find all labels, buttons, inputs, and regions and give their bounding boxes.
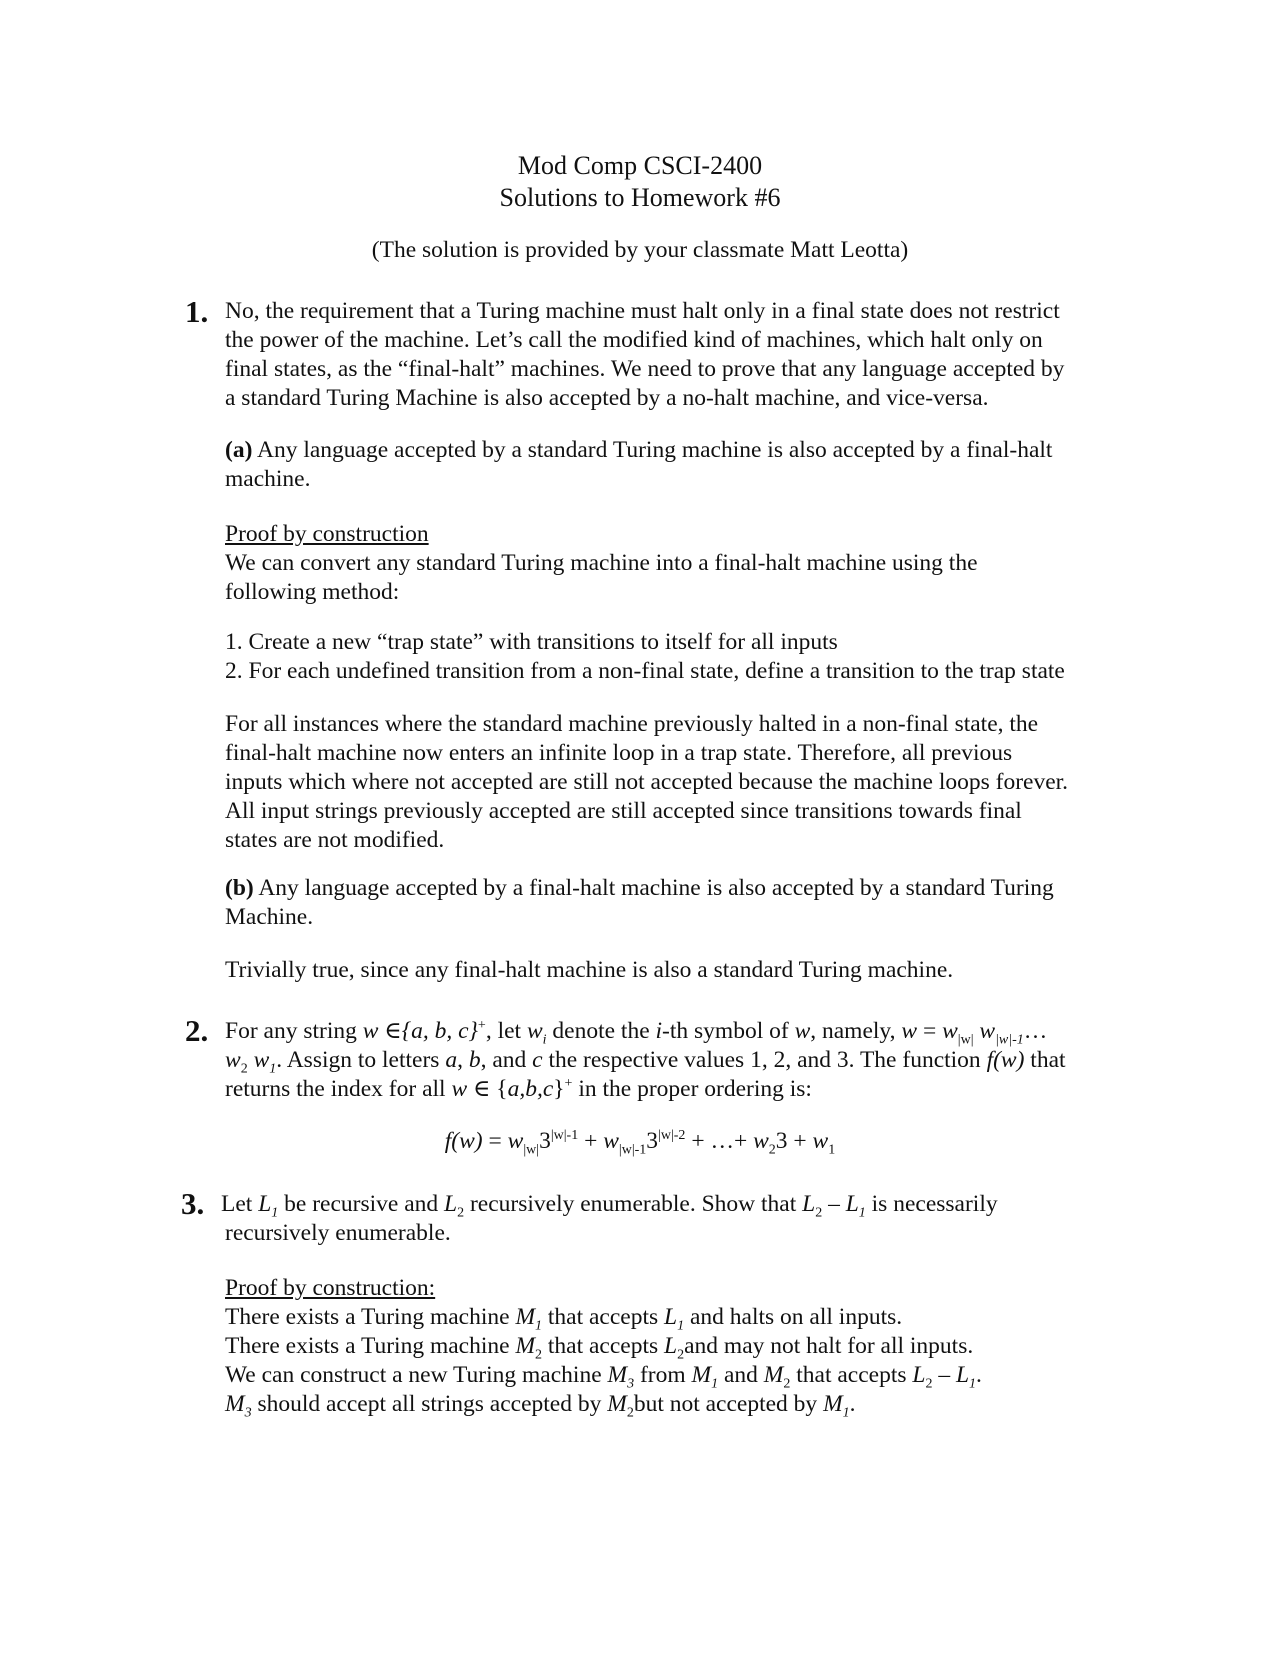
q3-proof-line: There exists a Turing machine $M_1$ that accepts $L_1$ and halts on all inputs. [225,1304,903,1334]
question-2-text [225,1017,1125,1104]
part-b-text: Any language accepted by a final-halt machine is also accepted by a standard Turing [253,875,1054,901]
part-a-label: (a) [225,437,253,463]
proof-line: following method: [225,579,400,605]
q3-line-1: Let $L_1$ be recursive and $L_2$ recursively enumerable. Show that $L_2 - L_1$ is necessarily [221,1191,998,1221]
q3-line-2: recursively enumerable. [225,1220,451,1246]
construction-steps [225,628,1125,686]
q1-intro-line: No, the requirement that a Turing machine must halt only in a final state does not restrict [225,298,1060,324]
question-1-number: 1. [185,294,209,329]
q1-intro-line: final states, as the “final-halt” machines. We need to prove that any language accepted by [225,356,1065,382]
question-1-explanation [225,710,1125,855]
proof-heading: Proof by construction [225,521,429,547]
q2-line-1: For any string w ∈{a, b, c}+, let $w_i$ denote the i-th symbol of w, namely, $w = w_{|w|}$ $w_{|w|-1}\dots$ [225,1018,1048,1048]
q3-proof-line: There exists a Turing machine $M_2$ that accepts $L_2and$ may not halt for all inputs. [225,1333,974,1363]
conclusion-line: Trivially true, since any final-halt machine is also a standard Turing machine. [225,957,954,983]
question-1-proof [225,520,1125,607]
course-title: Mod Comp CSCI-2400 [517,151,763,180]
part-b-label: (b) [225,875,254,901]
document-title: Solutions to Homework #6 [499,183,781,212]
part-a-text-cont: machine. [225,466,311,492]
explanation-line: For all instances where the standard machine previously halted in a non-final state, the [225,711,1039,737]
q1-intro-line: the power of the machine. Let’s call the modified kind of machines, which halt only on [225,327,1043,353]
explanation-line: All input strings previously accepted are still accepted since transitions towards final [225,798,1022,824]
question-2-number: 2. [185,1013,209,1048]
q3-proof-heading: Proof by construction: [225,1275,436,1301]
q2-line-3: returns the index for all w ∈ {a,b,c}+ in the proper ordering is: [225,1076,812,1102]
question-1-part-b [225,874,1125,932]
part-b-text-cont: Machine. [225,904,314,930]
credit-line: (The solution is provided by your classmate Matt Leotta) [371,237,909,263]
question-3-number: 3. [181,1186,205,1221]
step-item: 1. Create a new “trap state” with transitions to itself for all inputs [225,629,838,655]
q3-proof-line: We can construct a new Turing machine $M_3$ from $M_1$ and $M_2$ that accepts $L_2 - L_1$. [225,1362,982,1392]
q3-proof-line: $M_3$ should accept all strings accepted by $M_2but$ not accepted by $M_1$. [225,1391,856,1421]
question-3-statement-cont [225,1219,1125,1248]
index-formula: $f(w) = w_{|w|}3^{|w|-1} + w_{|w|-1}3^{|w|-2}$ + …+ $w_23 + w_1$ [444,1128,836,1158]
question-1-part-a [225,436,1125,494]
q1-intro-line: a standard Turing Machine is also accepted by a no-halt machine, and vice-versa. [225,385,989,411]
question-3-statement [221,1190,1121,1219]
explanation-line: inputs which where not accepted are still not accepted because the machine loops forever. [225,769,1069,795]
proof-line: We can convert any standard Turing machine into a final-halt machine using the [225,550,978,576]
explanation-line: final-halt machine now enters an infinite loop in a trap state. Therefore, all previous [225,740,1013,766]
part-a-text: Any language accepted by a standard Turing machine is also accepted by a final-halt [252,437,1053,463]
step-item: 2. For each undefined transition from a non-final state, define a transition to the trap state [225,658,1065,684]
question-1-conclusion [225,956,1125,985]
question-3-proof [225,1274,1125,1419]
explanation-line: states are not modified. [225,827,445,853]
q2-line-2: $w_2$ $w_1$. Assign to letters a, b, and c the respective values 1, 2, and 3. The function f(w) that [225,1047,1066,1077]
question-1-intro [225,297,1125,413]
